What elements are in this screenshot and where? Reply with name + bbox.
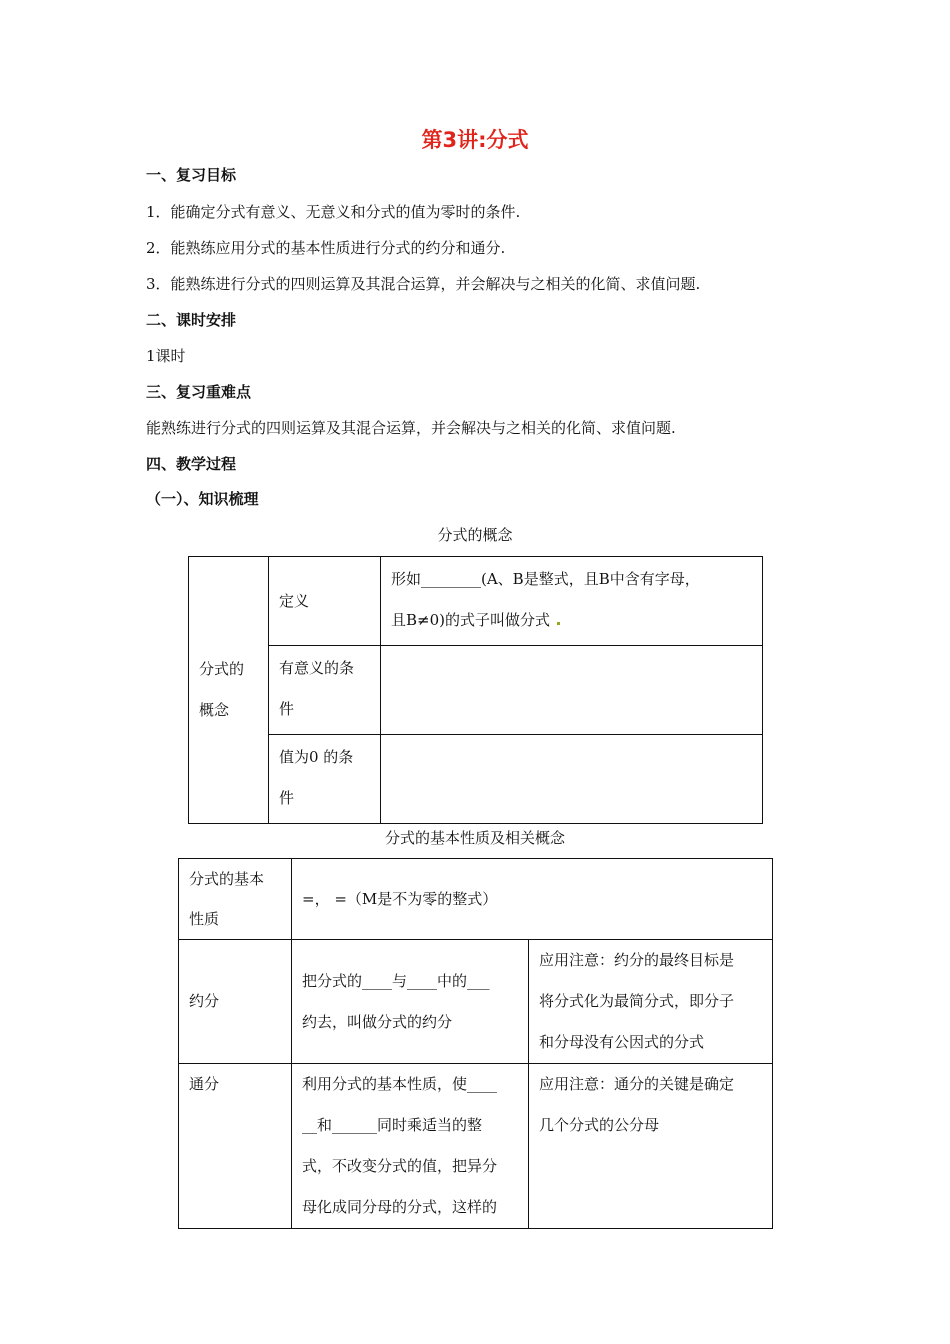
property-table [178,858,773,1229]
common-denominator-content-3: 式，不改变分式的值，把异分 [302,1157,498,1175]
goal-item-1: 1．能确定分式有意义、无意义和分式的值为零时的条件. [146,203,521,221]
page-title: 第3讲:分式 [421,128,529,152]
common-denominator-content-4: 母化成同分母的分式，这样的 [302,1198,498,1216]
reduction-content-cell [292,940,529,1064]
definition-label-cell [269,557,381,646]
common-denominator-content-1: 利用分式的基本性质，使____ [302,1075,498,1093]
table2-caption: 分式的基本性质及相关概念 [384,829,565,847]
concept-group-label-1: 分式的 [199,660,245,678]
subsection-heading: （一）、知识梳理 [146,490,259,508]
common-denominator-label-cell [179,1064,292,1229]
meaningful-condition-label-cell [269,646,381,735]
common-denominator-label: 通分 [189,1075,220,1093]
reduction-note-1: 应用注意：约分的最终目标是 [539,951,735,969]
reduction-note-3: 和分母没有公因式的分式 [539,1033,705,1051]
concept-group-cell [189,557,269,824]
zero-condition-label-cell [269,735,381,824]
section-heading-difficulties: 三、复习重难点 [146,383,252,401]
section-heading-goals: 一、复习目标 [146,166,237,184]
schedule-text: 1课时 [146,347,186,365]
table1-caption: 分式的概念 [437,526,513,544]
reduction-label-cell [179,940,292,1064]
meaningful-condition-label-1: 有意义的条 [279,659,355,677]
common-denominator-note-1: 应用注意：通分的关键是确定 [539,1075,735,1093]
common-denominator-content-2: __和______同时乘适当的整 [302,1116,483,1134]
reduction-label: 约分 [189,992,220,1010]
meaningful-condition-label-2: 件 [279,700,295,718]
property-label-1: 分式的基本 [189,870,265,888]
common-denominator-content-cell [292,1064,529,1229]
reduction-note-2: 将分式化为最简分式，即分子 [539,992,735,1010]
dot-mark [557,622,560,625]
definition-text-line-1: 形如________(A、B是整式，且B中含有字母， [391,570,700,588]
common-denominator-note-2: 几个分式的公分母 [539,1116,660,1134]
meaningful-condition-blank [381,646,763,735]
goal-item-2: 2．能熟练应用分式的基本性质进行分式的约分和通分. [146,239,506,257]
property-label-2: 性质 [189,910,220,928]
concept-group-label-2: 概念 [199,701,230,719]
common-denominator-note-cell [529,1064,773,1229]
property-content-cell [292,859,773,940]
difficulties-text: 能熟练进行分式的四则运算及其混合运算，并会解决与之相关的化简、求值问题. [146,419,676,437]
definition-content-cell [381,557,763,646]
section-heading-schedule: 二、课时安排 [146,311,237,329]
definition-text-line-2: 且B≠0)的式子叫做分式 [391,611,550,629]
goal-item-3: 3．能熟练进行分式的四则运算及其混合运算，并会解决与之相关的化简、求值问题. [146,275,701,293]
zero-condition-blank [381,735,763,824]
property-content: =， =（M是不为零的整式） [302,889,498,908]
reduction-note-cell [529,940,773,1064]
concept-table [188,556,763,824]
section-heading-process: 四、教学过程 [146,455,237,473]
zero-condition-label-2: 件 [279,789,295,807]
definition-label: 定义 [279,591,310,610]
reduction-content-1: 把分式的____与____中的___ [302,971,490,990]
reduction-content-2: 约去，叫做分式的约分 [302,1012,453,1031]
property-label-cell [179,859,292,940]
zero-condition-label-1: 值为0 的条 [279,748,354,766]
